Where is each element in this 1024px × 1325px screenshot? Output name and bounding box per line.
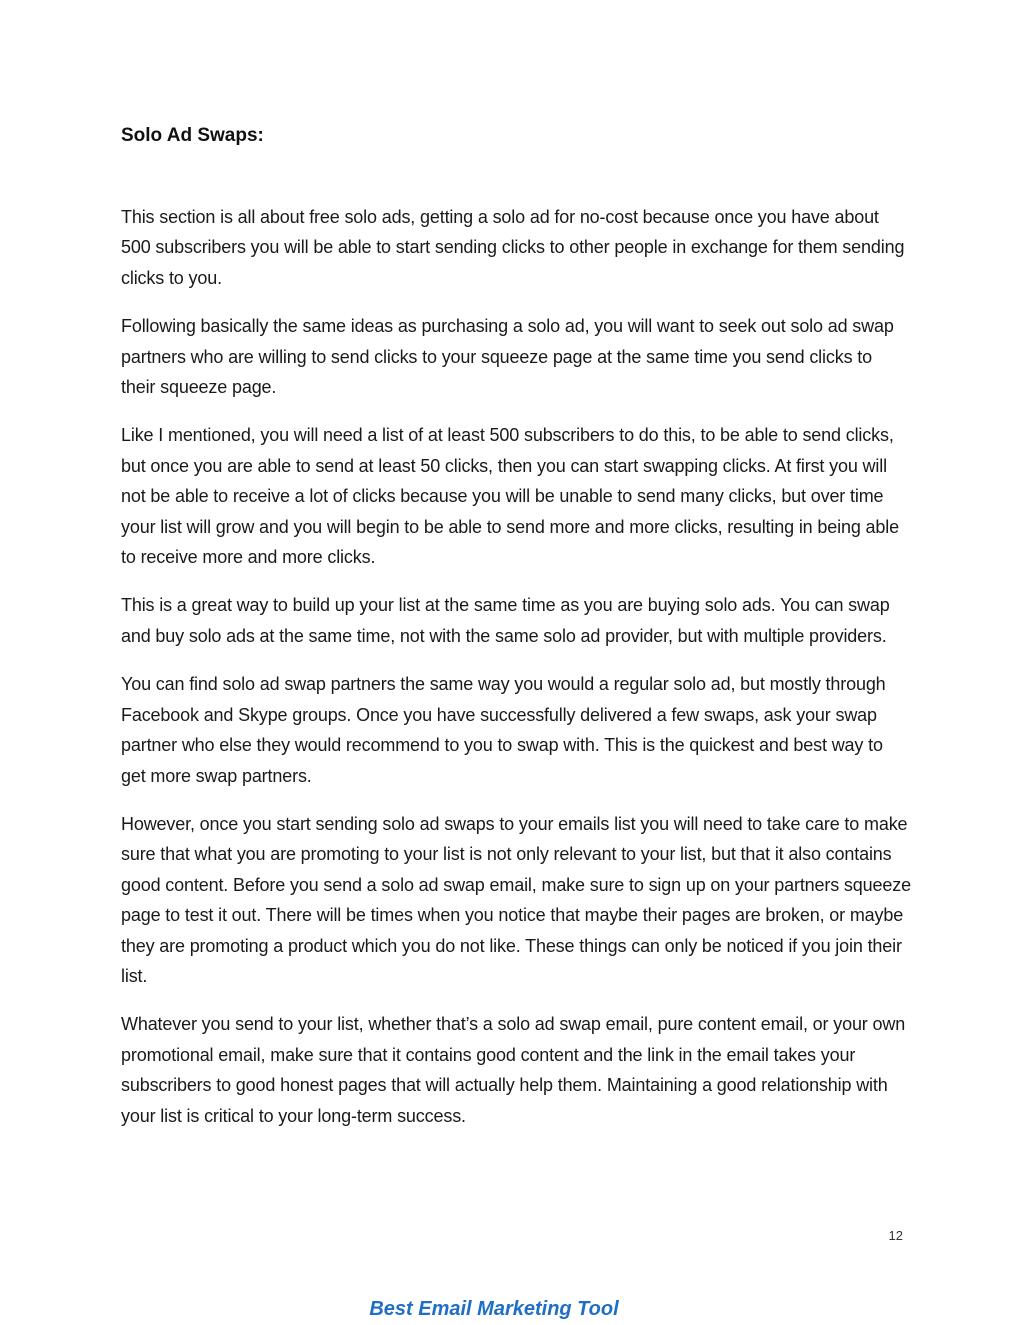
paragraph: However, once you start sending solo ad swaps to your emails list you will need to take care to make sure that what you are promoting to your list is not only relevant to your list, but that it also contains good content. Before you send a solo ad swap email, make sure to sign up on your partners squeeze page to test it out. There will be times when you notice that maybe their pages are broken, or maybe they are promoting a product which you do not like. These things can only be noticed if you join their list. [121,813,911,986]
paragraph: Whatever you send to your list, whether that’s a solo ad swap email, pure content email, or your own promotional email, make sure that it contains good content and the link in the email takes your subscribers to good honest pages that will actually help them. Maintaining a good relationship with your list is critical to your long-term success. [121,1014,906,1126]
paragraph: This is a great way to build up your list at the same time as you are buying solo ads. You can swap and buy solo ads at the same time, not with the same solo ad provider, but with multiple providers. [121,595,890,646]
paragraph: You can find solo ad swap partners the same way you would a regular solo ad, but mostly through Facebook and Skype groups. Once you have successfully delivered a few swaps, ask your swap partner who else they would recommend to you to swap with. This is the quickest and best way to get more swap partners. [121,674,886,786]
body-text [121,202,911,1149]
paragraph: This section is all about free solo ads, getting a solo ad for no-cost because once you have about 500 subscribers you will be able to start sending clicks to other people in exchange for them sending clicks to you. [121,207,905,288]
paragraph: Like I mentioned, you will need a list of at least 500 subscribers to do this, to be able to send clicks, but once you are able to send at least 50 clicks, then you can start swapping clicks. At first you will not be able to receive a lot of clicks because you will be unable to send many clicks, but over time your list will grow and you will begin to be able to send more and more clicks, resulting in being able to receive more and more clicks. [121,425,899,568]
footer-link[interactable]: Best Email Marketing Tool [369,1298,619,1320]
page-number: 12 [888,1228,903,1243]
paragraph: Following basically the same ideas as purchasing a solo ad, you will want to seek out solo ad swap partners who are willing to send clicks to your squeeze page at the same time you send clicks to their squeeze page. [121,316,894,398]
section-heading: Solo Ad Swaps: [121,125,264,146]
